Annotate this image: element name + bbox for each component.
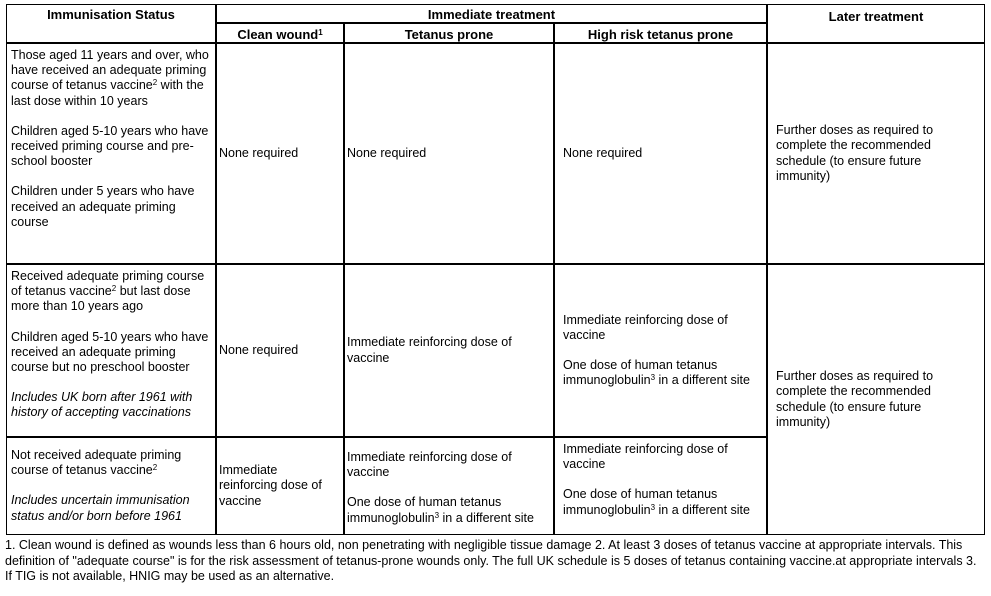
row3-highrisk-cell xyxy=(554,437,767,535)
row1-highrisk-text: None required xyxy=(563,145,643,160)
row1-later-text: Further doses as required to complete the recommended schedule (to ensure future immunity) xyxy=(776,123,934,183)
row3-clean-cell xyxy=(216,437,344,535)
row2-clean-text: None required xyxy=(219,342,299,357)
header-clean-wound xyxy=(216,23,344,43)
header-high-risk xyxy=(554,23,767,43)
row1-highrisk-cell xyxy=(554,43,767,264)
header-immunisation-status xyxy=(6,4,216,43)
row1-clean-cell xyxy=(216,43,344,264)
header-tetanus-prone-label: Tetanus prone xyxy=(404,27,494,42)
header-clean-wound-label: Clean wound xyxy=(237,27,319,42)
row3-prone-p2: One dose of human tetanus immunoglobulin$^3$ in a different site xyxy=(347,495,534,525)
row1-status-p2: Children aged 5-10 years who have received priming course and pre-school booster xyxy=(11,123,209,169)
row2-highrisk-p2: One dose of human tetanus immunoglobulin$^3$ in a different site xyxy=(563,358,750,388)
header-immunisation-status-label: Immunisation Status xyxy=(47,7,175,22)
row3-prone-p1: Immediate reinforcing dose of vaccine xyxy=(347,450,512,480)
header-later-treatment xyxy=(767,4,985,43)
row2-highrisk-p1: Immediate reinforcing dose of vaccine xyxy=(563,312,728,342)
row23-later-cell xyxy=(767,264,985,535)
footnotes: 1. Clean wound is defined as wounds less than 6 hours old, non penetrating with negligible tissue damage 2. At least 3 doses of tetanus vaccine at appropriate intervals. This definition of "adequate course" is for the risk assessment of tetanus-prone wounds only. The full UK schedule is 5 doses of tetanus containing vaccine.at appropriate intervals 3. If TIG is not available, HNIG may be used as an alternative. xyxy=(5,538,977,583)
row2-prone-cell xyxy=(344,264,554,437)
row1-clean-text: None required xyxy=(219,145,299,160)
row1-prone-cell xyxy=(344,43,554,264)
header-clean-wound-sup: 1 xyxy=(318,28,323,37)
row1-prone-text: None required xyxy=(347,145,427,160)
row1-status-cell xyxy=(6,43,216,264)
row1-later-cell xyxy=(767,43,985,264)
row2-highrisk-cell xyxy=(554,264,767,437)
row1-status-p1: Those aged 11 years and over, who have received an adequate priming course of tetanus vaccine$^2$ with the last dose within 10 years xyxy=(11,48,209,108)
row2-status-p3: Includes UK born after 1961 with history of accepting vaccinations xyxy=(11,390,193,420)
row2-status-cell xyxy=(6,264,216,437)
row23-later-text: Further doses as required to complete the recommended schedule (to ensure future immunity) xyxy=(776,369,934,429)
row3-highrisk-p1: Immediate reinforcing dose of vaccine xyxy=(563,442,728,472)
header-high-risk-label: High risk tetanus prone xyxy=(587,27,734,42)
header-later-treatment-label: Later treatment xyxy=(828,9,924,24)
header-tetanus-prone xyxy=(344,23,554,43)
row3-highrisk-p2: One dose of human tetanus immunoglobulin$^3$ in a different site xyxy=(563,487,750,517)
row3-status-p2: Includes uncertain immunisation status and/or born before 1961 xyxy=(11,493,190,523)
row3-prone-cell xyxy=(344,437,554,535)
header-immediate-treatment xyxy=(216,4,767,23)
row2-status-p1: Received adequate priming course of tetanus vaccine$^2$ but last dose more than 10 years ago xyxy=(11,269,205,314)
row2-prone-text: Immediate reinforcing dose of vaccine xyxy=(347,335,512,365)
tetanus-treatment-table xyxy=(6,4,985,535)
header-immediate-treatment-label: Immediate treatment xyxy=(427,7,556,22)
row3-status-cell xyxy=(6,437,216,535)
row2-status-p2: Children aged 5-10 years who have received an adequate priming course but no preschool booster xyxy=(11,329,209,375)
row1-status-p3: Children under 5 years who have received an adequate priming course xyxy=(11,184,195,229)
row3-clean-text: Immediate reinforcing dose of vaccine xyxy=(219,463,322,508)
row2-clean-cell xyxy=(216,264,344,437)
row3-status-p1: Not received adequate priming course of tetanus vaccine$^2$ xyxy=(11,448,182,478)
